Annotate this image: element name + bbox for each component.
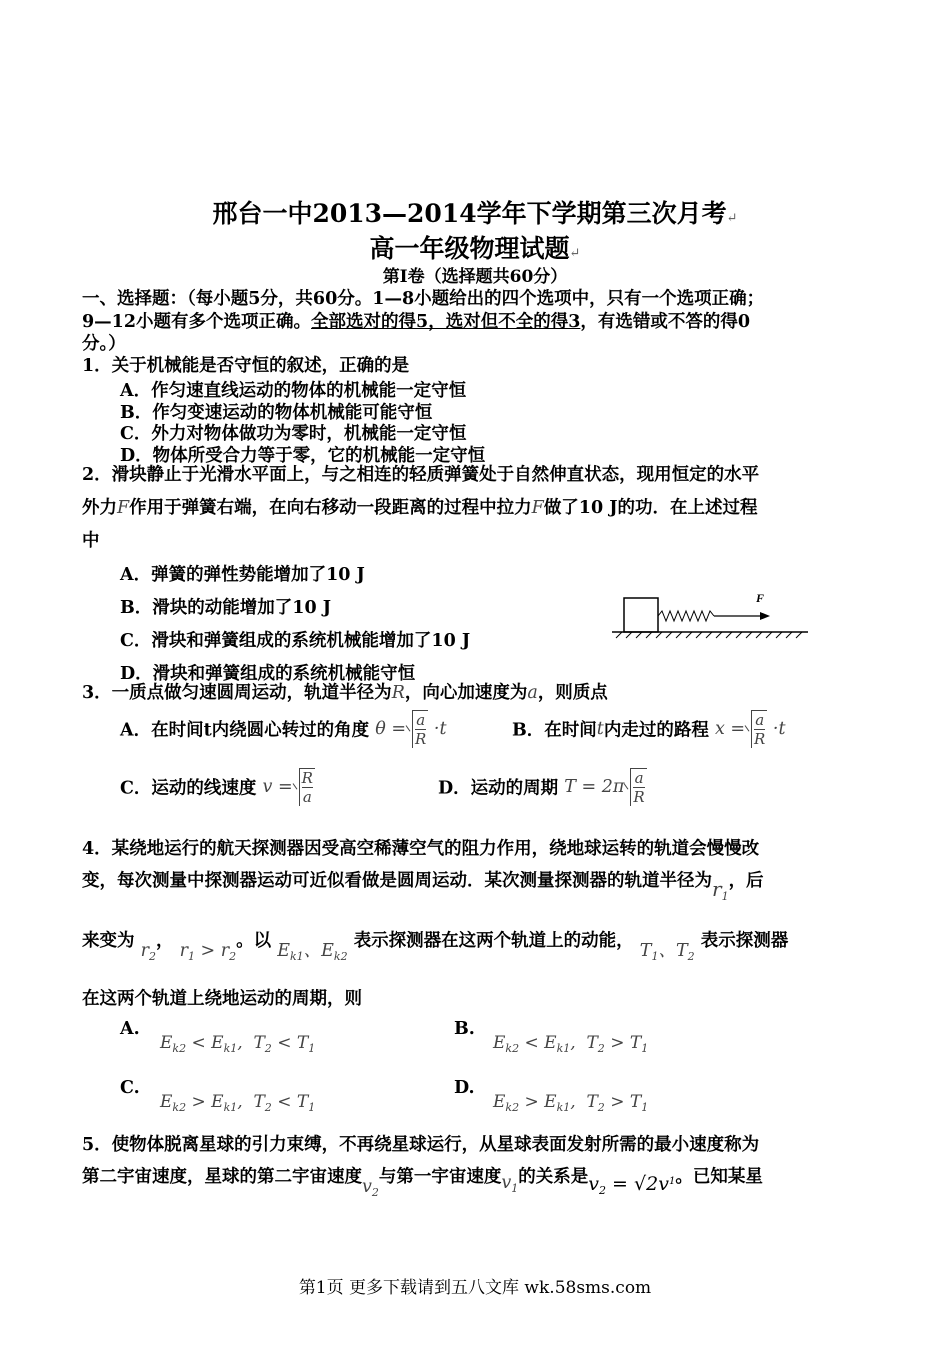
volume-heading: 第Ⅰ卷（选择题共60分） <box>382 267 568 287</box>
exam-subtitle: 高一年级物理试题↵ <box>369 234 581 263</box>
q2-option-a: A．弹簧的弹性势能增加了10 J <box>120 565 365 585</box>
section-instructions-line2: 9—12小题有多个选项正确。全部选对的得5，选对但不全的得3，有选错或不答的得0 <box>82 312 751 332</box>
force-label: F <box>756 591 765 605</box>
force-symbol: F <box>117 498 130 518</box>
q1-stem: 1．关于机械能是否守恒的叙述，正确的是 <box>82 356 410 376</box>
section-instructions-line3: 分。） <box>82 334 126 354</box>
q2-option-d: D．滑块和弹簧组成的系统机械能守恒 <box>120 664 416 684</box>
q3-option-c: C．运动的线速度 v = $\frac{R}{a}$ <box>120 769 313 806</box>
q3-stem: 3．一质点做匀速圆周运动，轨道半径为R，向心加速度为a，则质点 <box>82 683 608 703</box>
spring <box>658 611 714 621</box>
exam-title: 邢台一中2013—2014学年下学期第三次月考↵ <box>212 199 738 228</box>
q4-option-b-label: B. <box>454 1019 475 1039</box>
q3-option-a: A．在时间t内绕圆心转过的角度 θ = $\frac{a}{R}$ ·t <box>120 711 447 748</box>
q4-option-a-formula: $E_{k2} < E_{k1}$, $T_2 < T_1$ <box>160 1033 316 1055</box>
q1-option-c: C．外力对物体做功为零时，机械能一定守恒 <box>120 424 467 444</box>
page-footer: 第1页 更多下载请到五八文库 wk.58sms.com <box>298 1278 652 1298</box>
q4-stem-line3: 来变为 $r_2$， $r_1 > r_2$。以 $E_{k1}$、$E_{k2}$ 表示探测器在这两个轨道上的动能， $T_1$、$T_2$ 表示探测器 <box>82 931 789 963</box>
q2-stem-line1: 2．滑块静止于光滑水平面上，与之相连的轻质弹簧处于自然伸直状态，现用恒定的水平 <box>82 465 760 485</box>
q4-option-d-label: D. <box>454 1078 475 1098</box>
q3-option-d: D．运动的周期 T = 2π $\frac{a}{R}$ <box>438 769 645 806</box>
q1-option-a: A．作匀速直线运动的物体的机械能一定守恒 <box>120 381 467 401</box>
q4-stem-line2: 变，每次测量中探测器运动可近似看做是圆周运动．某次测量探测器的轨道半径为$r_1$，后 <box>82 871 764 903</box>
q1-option-d: D．物体所受合力等于零，它的机械能一定守恒 <box>120 446 486 466</box>
q4-option-c-formula: $E_{k2} > E_{k1}$, $T_2 < T_1$ <box>160 1092 316 1114</box>
q3-option-b: B．在时间t内走过的路程 x = $\frac{a}{R}$ ·t <box>512 711 786 748</box>
q4-option-a-label: A. <box>120 1019 140 1039</box>
block <box>624 598 658 632</box>
q4-stem-line4: 在这两个轨道上绕地运动的周期，则 <box>82 989 362 1009</box>
q2-stem-line3: 中 <box>82 531 100 551</box>
force-arrowhead <box>760 612 770 620</box>
q4-option-b-formula: $E_{k2} < E_{k1}$, $T_2 > T_1$ <box>493 1033 649 1055</box>
ground-hatch <box>616 632 802 638</box>
q4-option-c-label: C. <box>120 1078 140 1098</box>
q2-option-b: B．滑块的动能增加了10 J <box>120 598 332 618</box>
spring-block-diagram <box>610 588 810 640</box>
q2-stem-line2: 外力F作用于弹簧右端，在向右移动一段距离的过程中拉力F做了10 J的功．在上述过程 <box>82 498 758 518</box>
section-instructions-line1: 一、选择题：（每小题5分，共60分。1—8小题给出的四个选项中，只有一个选项正确； <box>82 289 765 309</box>
q5-stem-line1: 5．使物体脱离星球的引力束缚，不再绕星球运行，从星球表面发射所需的最小速度称为 <box>82 1135 760 1155</box>
q4-option-d-formula: $E_{k2} > E_{k1}$, $T_2 > T_1$ <box>493 1092 649 1114</box>
q1-option-b: B．作匀变速运动的物体机械能可能守恒 <box>120 403 433 423</box>
q5-stem-line2: 第二宇宙速度，星球的第二宇宙速度$v_2$与第一宇宙速度$v_1$的关系是$v_2 = √2v^1$。已知某星 <box>82 1167 763 1199</box>
q4-stem-line1: 4．某绕地运行的航天探测器因受高空稀薄空气的阻力作用，绕地球运转的轨道会慢慢改 <box>82 839 760 859</box>
q2-option-c: C．滑块和弹簧组成的系统机械能增加了10 J <box>120 631 471 651</box>
